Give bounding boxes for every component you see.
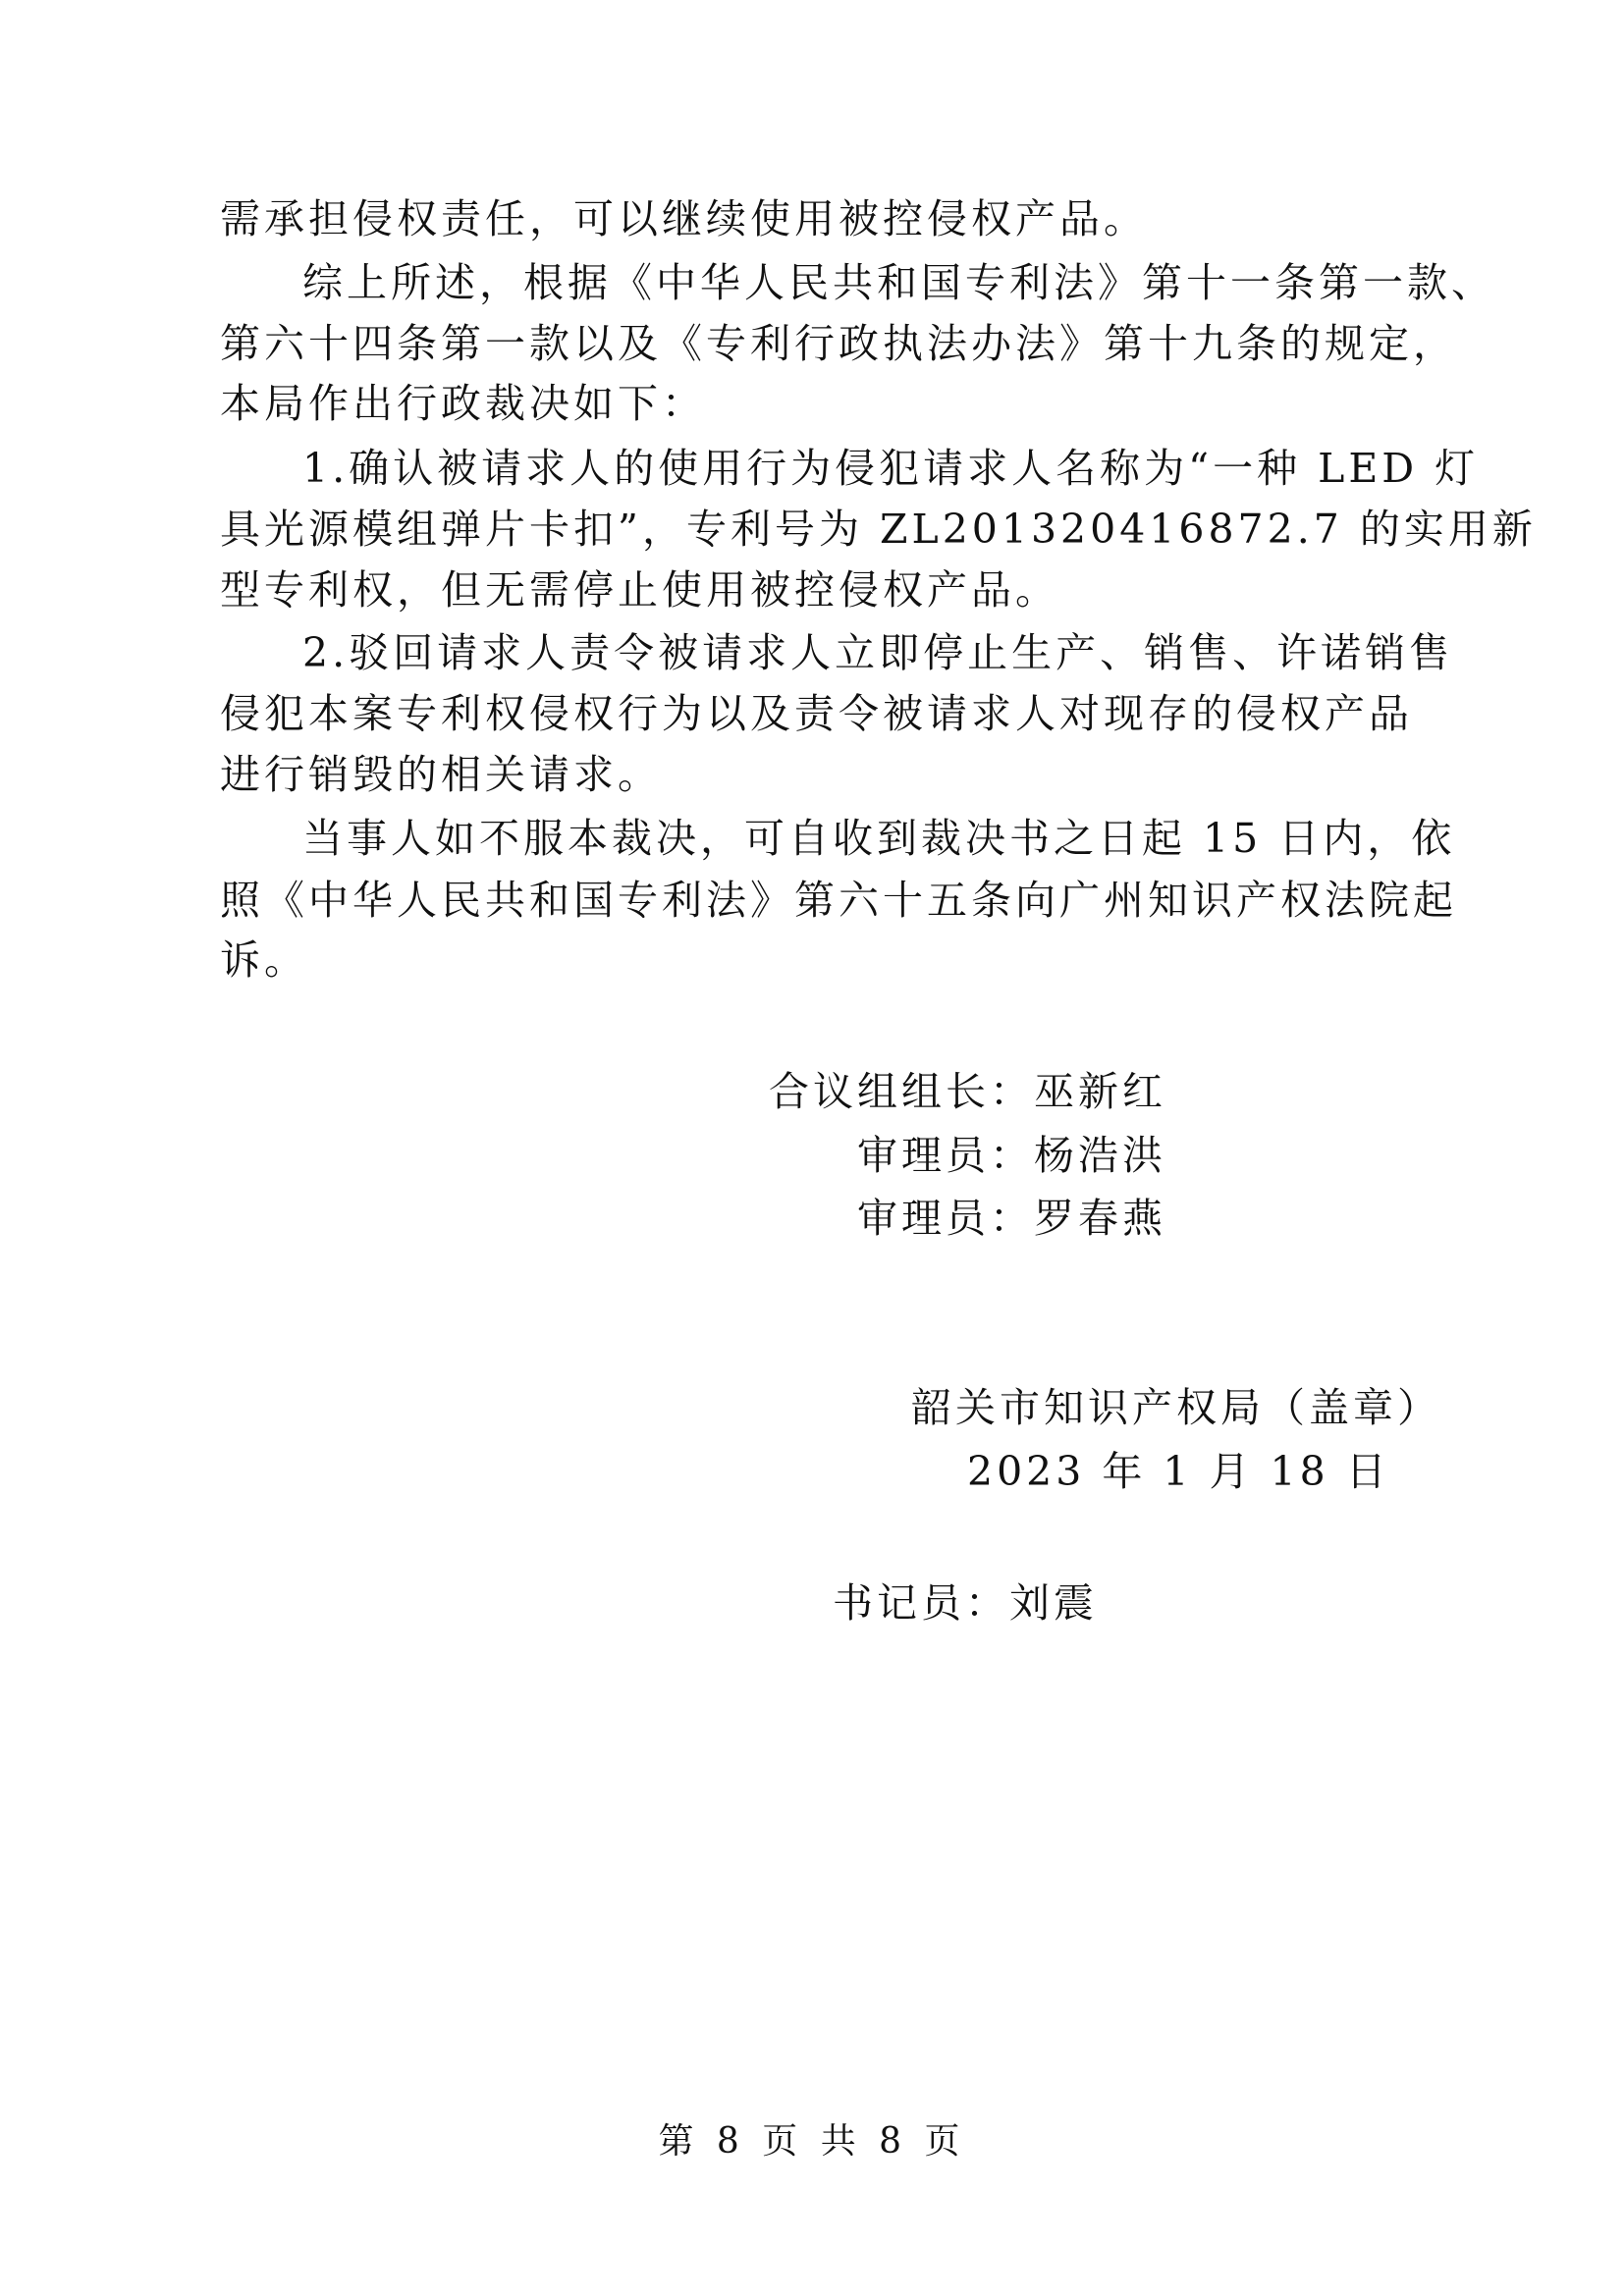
issue-date: 2023 年 1 月 18 日	[967, 1448, 1390, 1495]
paragraph-line: 侵犯本案专利权侵权行为以及责令被请求人对现存的侵权产品	[220, 690, 1413, 737]
paragraph-line: 1.确认被请求人的使用行为侵犯请求人名称为“一种 LED 灯	[302, 445, 1480, 492]
clerk-name: 刘震	[1009, 1579, 1098, 1627]
issuing-organization: 韶关市知识产权局（盖章）	[911, 1384, 1441, 1431]
panel-judge-label: 审理员	[857, 1195, 990, 1242]
panel-judge-row	[725, 1131, 1166, 1180]
paragraph-line: 本局作出行政裁决如下：	[220, 380, 706, 427]
paragraph-line: 型专利权，但无需停止使用被控侵权产品。	[220, 566, 1059, 614]
panel-judge-separator: ：	[990, 1132, 1034, 1179]
clerk-label: 书记员	[833, 1579, 965, 1627]
clerk-row	[833, 1578, 1098, 1628]
paragraph-line: 第六十四条第一款以及《专利行政执法办法》第十九条的规定，	[220, 320, 1457, 367]
panel-judge-name: 杨浩洪	[1034, 1132, 1166, 1179]
panel-chief-separator: ：	[990, 1068, 1034, 1115]
paragraph-line: 诉。	[220, 936, 308, 984]
paragraph-line: 进行销毁的相关请求。	[220, 751, 662, 798]
paragraph-line: 综上所述，根据《中华人民共和国专利法》第十一条第一款、	[302, 259, 1495, 306]
panel-judge-label: 审理员	[857, 1132, 990, 1179]
panel-judge-name: 罗春燕	[1034, 1195, 1166, 1242]
panel-judge-row	[725, 1194, 1166, 1243]
clerk-separator: ：	[965, 1579, 1009, 1627]
panel-judge-separator: ：	[990, 1195, 1034, 1242]
paragraph-line: 照《中华人民共和国专利法》第六十五条向广州知识产权法院起	[220, 877, 1457, 924]
panel-chief-name: 巫新红	[1034, 1068, 1166, 1115]
paragraph-line: 具光源模组弹片卡扣”，专利号为 ZL201320416872.7 的实用新	[220, 506, 1537, 553]
panel-chief-row	[725, 1067, 1166, 1116]
page-number-footer: 第 8 页 共 8 页	[658, 2121, 966, 2162]
paragraph-line: 当事人如不服本裁决，可自收到裁决书之日起 15 日内，依	[302, 815, 1456, 862]
paragraph-line: 需承担侵权责任，可以继续使用被控侵权产品。	[220, 195, 1148, 242]
panel-chief-label: 合议组组长	[769, 1068, 990, 1115]
paragraph-line: 2.驳回请求人责令被请求人立即停止生产、销售、许诺销售	[302, 629, 1454, 676]
